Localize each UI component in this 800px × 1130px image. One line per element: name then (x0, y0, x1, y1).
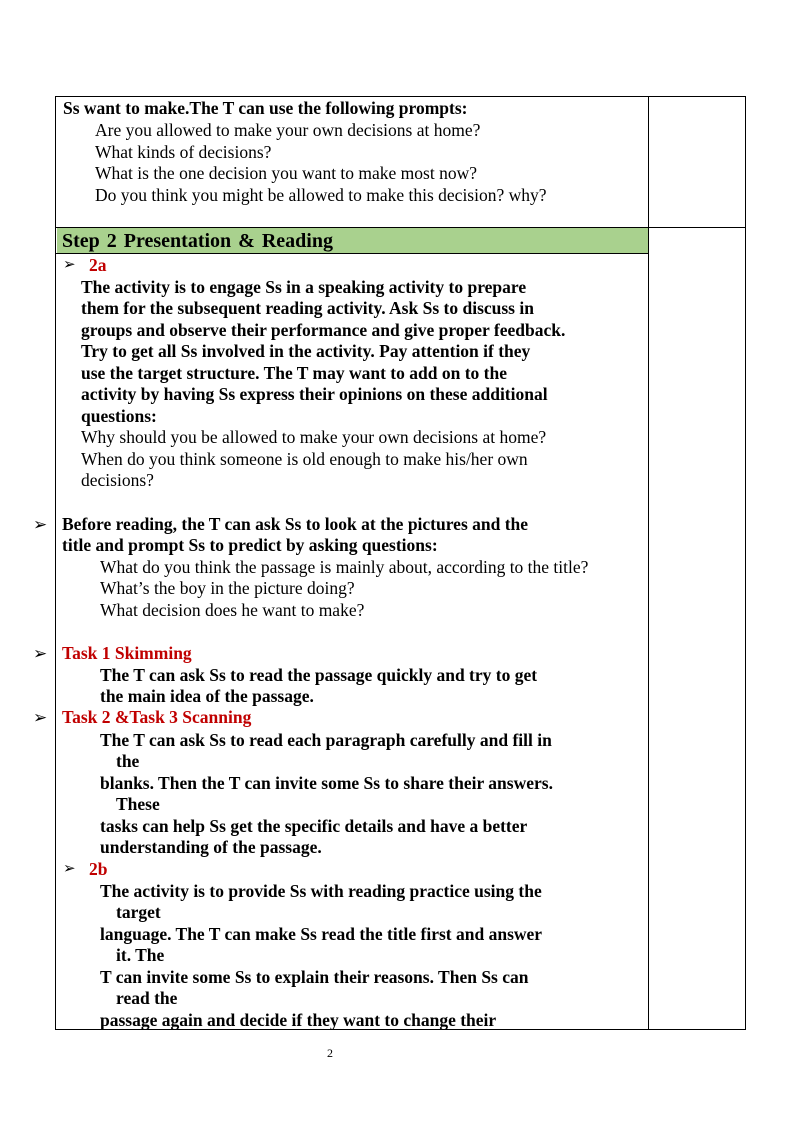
question-line: decisions? (81, 470, 154, 490)
intro-line (63, 98, 541, 119)
body-line: The T can ask Ss to read each paragraph carefully and fill in (100, 730, 552, 750)
body-line: title and prompt Ss to predict by asking questions: (62, 535, 438, 555)
body-line: activity by having Ss express their opinions on these additional (81, 384, 548, 404)
prompt-line: Do you think you might be allowed to make this decision? why? (95, 185, 547, 205)
body-line: T can invite some Ss to explain their reasons. Then Ss can (100, 967, 529, 987)
task-label-skimming: Task 1 Skimming (62, 643, 192, 663)
body-line: Try to get all Ss involved in the activity. Pay attention if they (81, 341, 531, 361)
body-line: understanding of the passage. (100, 837, 322, 857)
question-line: When do you think someone is old enough to make his/her own (81, 449, 528, 469)
prompt-line: What is the one decision you want to make most now? (95, 163, 478, 183)
body-line: read the (116, 988, 178, 1008)
arrow-bullet-icon: ➢ (63, 861, 76, 877)
body-line: blanks. Then the T can invite some Ss to share their answers. (100, 773, 553, 793)
arrow-bullet-icon: ➢ (33, 644, 48, 663)
body-line: target (116, 902, 161, 922)
intro-text: Ss want to make.The T can use the following prompts: (63, 98, 468, 118)
body-line: it. The (116, 945, 165, 965)
table-top-border (55, 96, 746, 97)
table-divider (648, 96, 649, 1030)
arrow-bullet-icon: ➢ (33, 708, 48, 727)
task-label-2a: 2a (89, 255, 107, 275)
task-label-2b: 2b (89, 859, 108, 879)
prompt-line: Are you allowed to make your own decisions at home? (95, 120, 481, 140)
body-line: The activity is to provide Ss with reading practice using the (100, 881, 542, 901)
prompt-line: What kinds of decisions? (95, 142, 272, 162)
question-line: Why should you be allowed to make your own decisions at home? (81, 427, 547, 447)
arrow-bullet-icon: ➢ (63, 257, 76, 273)
body-line: language. The T can make Ss read the title first and answer (100, 924, 543, 944)
body-line: questions: (81, 406, 157, 426)
question-line: What do you think the passage is mainly about, according to the title? (100, 557, 589, 577)
step-band-bottom (55, 253, 649, 254)
body-line: passage again and decide if they want to change their (100, 1010, 497, 1030)
body-line: the (116, 751, 140, 771)
page-number: 2 (327, 1046, 333, 1060)
body-line: Before reading, the T can ask Ss to look at the pictures and the (62, 514, 529, 534)
body-line: These (116, 794, 160, 814)
body-line: tasks can help Ss get the specific details and have a better (100, 816, 528, 836)
task-label-scanning: Task 2 &Task 3 Scanning (62, 707, 252, 727)
question-line: What decision does he want to make? (100, 600, 365, 620)
body-line: The activity is to engage Ss in a speaking activity to prepare (81, 277, 527, 297)
body-line: The T can ask Ss to read the passage quickly and try to get (100, 665, 538, 685)
question-line: What’s the boy in the picture doing? (100, 578, 355, 598)
table-left-border (55, 96, 56, 1030)
arrow-bullet-icon: ➢ (33, 515, 48, 534)
body-line: groups and observe their performance and give proper feedback. (81, 320, 566, 340)
body-line: them for the subsequent reading activity. Ask Ss to discuss in (81, 298, 534, 318)
step-title: Step 2 Presentation & Reading (62, 230, 333, 252)
body-line: use the target structure. The T may want to add on to the (81, 363, 507, 383)
table-right-border (745, 96, 746, 1030)
body-line: the main idea of the passage. (100, 686, 314, 706)
